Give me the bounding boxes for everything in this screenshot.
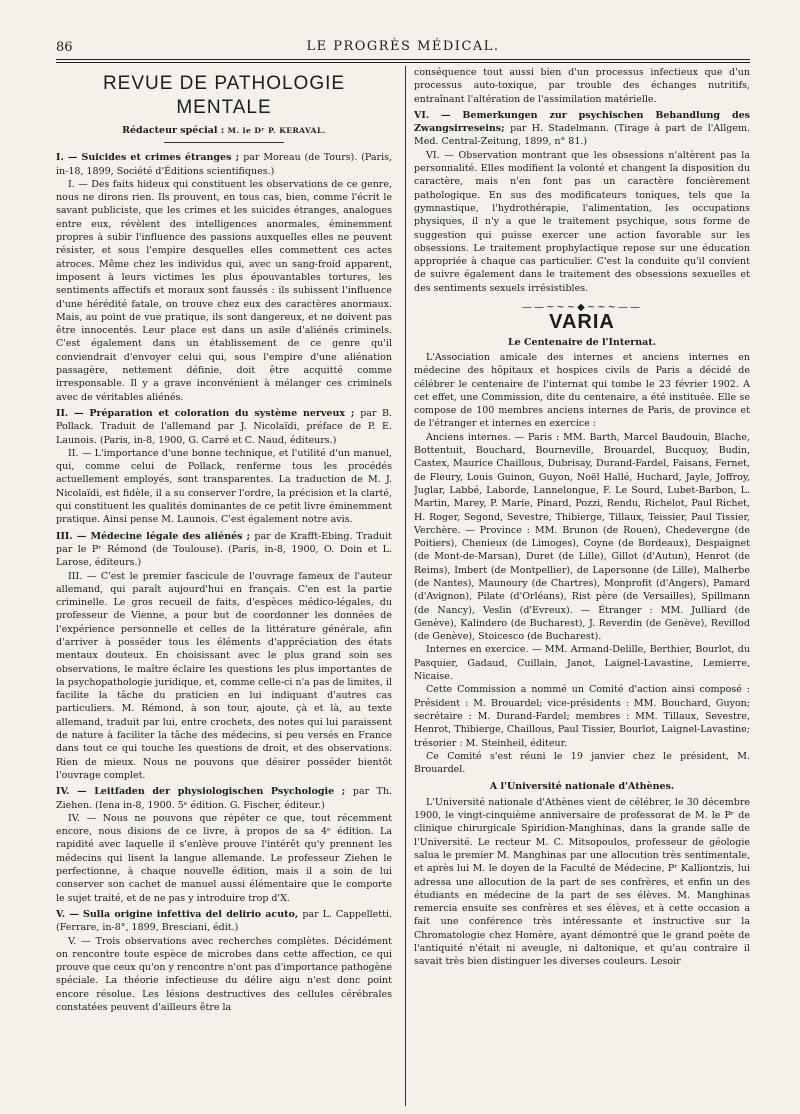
page-number: 86 <box>56 40 73 55</box>
centenaire-heading: Le Centenaire de l'Internat. <box>507 336 657 348</box>
entry-heading-5 <box>56 908 392 935</box>
athenes-paragraph: L'Université nationale d'Athènes vient de célébrer, le 30 décembre 1900, le vingt-cinquième anniversaire de professorat de M. le Pʳ de clinique chirurgicale Spiridion-Manghinas, dans la grande salle de l'Université. Le recteur M. C. Mitsopoulos, professeur de géologie salua le premier M. Manghinas par une allocution très sentimentale, et après lui M. le doyen de la Faculté de Médecine, Pʳ Kalliontzis, lui adressa une allocution de la part de ses confrères, et enfin un des étudiants en médecine de la part de ses élèves. M. Manghinas remercia ensuite ses confrères et ses élèves, et à cette occasion a fait une conférence très intéressante et instructive sur la Chromatologie chez Homère, ayant démontré que le grand poète de l'antiquité n'était ni aveugle, ni daltonique, et qu'au contraire il savait très bien distinguer les diverses couleurs. Lesoir <box>414 796 750 968</box>
entry-heading-1 <box>56 151 392 178</box>
athenes-heading: A l'Université nationale d'Athènes. <box>489 781 675 793</box>
entry-title-3: III. — Médecine légale des aliénés ; <box>56 530 251 542</box>
right-column <box>414 66 750 1106</box>
entry-heading-2 <box>56 407 392 447</box>
entry-heading-3 <box>56 530 392 570</box>
entry-title-6: VI. — Bemerkungen zur psychischen Behandlung des Zwangsirreseins; <box>414 109 750 135</box>
centenaire-members-list: Anciens internes. — Paris : MM. Barth, Marcel Baudouin, Blache, Bottentuit, Bouchard, Bourneville, Brouardel, Bucquoy, Budin, Castex, Maurice Chaillous, Dubrisay, Durand-Fardel, Faisans, Fernet, de Fleury, Louis Guinon, Guyon, Noël Hallé, Huchard, Jayle, Joffroy, Juglar, Labbé, Laborde, Lannelongue, F. Le Sourd, Lubet-Barbon, L. Martin, Marey, P. Marie, Pinard, Pozzi, Rendu, Richelot, Paul Richet, H. Roger, Segond, Sevestre, Thibierge, Tillaux, Teissier, Paul Tissier, Verchère. — Province : MM. Brunon (de Rouen), Chedevergne (de Poitiers), Chenieux (de Limoges), Coyne (de Bordeaux), Despaignet (de Mont-de-Marsan), Duret (de Lille), Gillot (d'Autun), Henrot (de Reims), Imbert (de Montpellier), de Lapersonne (de Lille), Malherbe (de Nantes), Maunoury (de Chartres), Monprofit (d'Angers), Pamard (d'Avignon), Pilate (d'Orléans), Rist père (de Versailles), Spillmann (de Nancy), Veslin (d'Evreux). — Étranger : MM. Julliard (de Genève), Kalindero (de Bucharest), J. Reverdin (de Genève), Revillod (de Genève), Stoicesco (de Bucharest). <box>414 431 750 643</box>
centenaire-internes-list: Internes en exercice. — MM. Armand-Delille, Berthier, Bourlot, du Pasquier, Gadaud, Cuillain, Janot, Laignel-Lavastine, Lemierre, Nicaise. <box>414 644 750 683</box>
varia-title: VARIA <box>549 311 615 334</box>
entry-citation-4: par Th. Ziehen. (Iena in-8, 1900. 5ᵉ édition. G. Fischer, éditeur.) <box>56 786 392 811</box>
entry-body-5: V. — Trois observations avec recherches complètes. Décidément on rencontre toute espèce de microbes dans cette affection, ce qui prouve que ceux qu'on y rencontre n'ont pas d'importance pathogène spéciale. La théorie infectieuse du délire aigu n'est donc point encore résolue. Les lésions destructives des cellules cérébrales constatées peuvent d'ailleurs être la <box>56 935 392 1013</box>
entry-title-2: II. — Préparation et coloration du système nerveux ; <box>56 407 355 419</box>
editor-line <box>56 124 392 137</box>
journal-title: LE PROGRÈS MÉDICAL. <box>306 39 500 54</box>
entry-body-4: IV. — Nous ne pouvons que répéter ce que, tout récemment encore, nous disions de ce livre, à propos de sa 4ᵉ édition. La rapidité avec laquelle il s'enlève prouve l'intérêt qu'y prennent les médecins qui lisent la langue allemande. Le professeur Ziehen le perfectionne, à chaque nouvelle édition, mais il a soin de lui conserver son cachet de manuel aussi élémentaire que le comporte le sujet traité, et de ne pas y introduire trop d'X. <box>56 812 392 904</box>
entry-citation-2: par B. Pollack. Traduit de l'allemand par J. Nicolaïdi, préface de P. E. Launois. (Paris, in-8, 1900, G. Carré et C. Naud, éditeurs.) <box>56 407 392 446</box>
left-column <box>56 66 392 1106</box>
entry-body-2: II. — L'importance d'une bonne technique, et l'utilité d'un manuel, qui, comme celui de Pollack, renferme tous les procédés actuellement employés, sont transparentes. La traduction de M. J. Nicolaïdi, est fidèle, il a su conserver l'ordre, la précision et la clarté, qui constituent les qualités dominantes de ce petit livre éminemment pratique. Ainsi pense M. Launois. C'est également notre avis. <box>56 447 392 526</box>
entry-citation-1: par Moreau (de Tours). (Paris, in-18, 1899, Société d'Éditions scientifiques.) <box>56 152 392 177</box>
editor-prefix: Rédacteur spécial : <box>122 125 225 136</box>
centenaire-comite: Cette Commission a nommé un Comité d'action ainsi composé : Président : M. Brouardel; vice-présidents : MM. Bouchard, Guyon; secrétaire : M. Durand-Fardel; membres : MM. Tillaux, Sevestre, Henrot, Thibierge, Chaillous, Paul Tissier, Bourlot, Laignel-Lavastine; trésorier : M. Steinheil, éditeur. <box>414 684 750 749</box>
centenaire-reunion: Ce Comité s'est réuni le 19 janvier chez le président, M. Brouardel. <box>414 750 750 776</box>
section-title: REVUE DE PATHOLOGIE MENTALE <box>102 73 346 118</box>
editor-name: M. le Dʳ P. KERAVAL. <box>227 126 326 135</box>
title-rule <box>164 142 284 143</box>
header-rule-double <box>56 62 750 63</box>
entry-body-6: VI. — Observation montrant que les obsessions n'altèrent pas la personnalité. Elles modifient la volonté et changent la disposition du caractère, mais n'en font pas un caractère foncièrement pathologique. En sus des modificateurs toniques, tels que la gymnastique, l'hydrothérapie, l'alimentation, les occupations physiques, il n'y a que le traitement psychique, sous forme de suggestion qui puisse exercer une action favorable sur les obsessions. Le traitement prophylactique repose sur une éducation appropriée à chaque cas particulier. C'est la conduite qu'il convient de suivre également dans le traitement des obsessions sexuelles et des sentiments sexuels irrésistibles. <box>414 149 750 294</box>
header-rule <box>56 59 750 60</box>
ornament-divider: ——~~~◆~~~—— <box>522 302 642 314</box>
continuation-text: conséquence tout aussi bien d'un processus infectieux que d'un processus auto-toxique, par trouble des échanges nutritifs, entraînant l'altération de l'assimilation matérielle. <box>414 67 750 105</box>
entry-citation-6: par H. Stadelmann. (Tirage à part de l'Allgem. Med. Central-Zeitung, 1899, n° 81.) <box>414 123 750 148</box>
column-divider <box>405 66 406 1106</box>
entry-body-1: I. — Des faits hideux qui constituent les observations de ce genre, nous ne dirons rien. Ils prouvent, en tous cas, bien, comme l'écrit le savant publiciste, que les crimes et les suicides étranges, analogues entre eux, révèlent des intelligences anormales, éminemment propres à subir l'influence des passions auxquelles elles ne peuvent résister, et sous l'empire desquelles elles commettent ces actes atroces. Même chez les individus qui, avec un sang-froid apparent, imposent à leurs victimes les plus épouvantables tortures, les sentiments affectifs et moraux sont faussés : ils subissent l'influence d'une hérédité fatale, on trouve chez eux des caractères anormaux. Mais, au point de vue pratique, ils sont dangereux, et ne doivent pas être innocentés. Leur place est dans un asile d'aliénés criminels. C'est également dans un établissement de ce genre qu'il conviendrait d'envoyer celui qui, sous l'empire d'une aliénation passagère, nettement définie, doit être acquitté comme irresponsable. Il y a grave inconvénient à mélanger ces criminels avec de véritables aliénés. <box>56 178 392 403</box>
entry-title-4: IV. — Leitfaden der physiologischen Psychologie ; <box>56 786 346 798</box>
running-header <box>56 36 750 58</box>
entry-body-3: III. — C'est le premier fascicule de l'ouvrage fameux de l'auteur allemand, qui paraît aujourd'hui en français. C'en est la partie criminelle. Le gros recueil de faits, d'espèces médico-légales, du professeur de Vienne, a pour but de coordonner les données de l'expérience personnelle et celles de la littérature générale, afin d'arriver à posséder tous les éléments d'appréciation des états mentaux douteux. En choisissant avec le plus grand soin ses observations, le maître éclaire les questions les plus importantes de la psychopathologie juridique, et, comme celle-ci n'a pas de limites, il facilite la tâche du praticien en lui indiquant d'autres cas particuliers. M. Rémond, à son tour, ajoute, çà et là, au texte allemand, traduit par lui, entre crochets, des notes qui lui paraissent de nature à faciliter la tâche des médecins, si peu versés en France dans tout ce qui touche les questions de droit, et des observations. Rien de mieux. Nous ne pouvons que désirer posséder bientôt l'ouvrage complet. <box>56 570 392 781</box>
entry-citation-5: par L. Cappelletti. (Ferrare, in-8°, 1899, Bresciani, édit.) <box>56 908 392 934</box>
entry-heading-6 <box>414 109 750 149</box>
entry-citation-3: par de Krafft-Ebing. Traduit par le Pʳ Rémond (de Toulouse). (Paris, in-8, 1900, O. Doin et L. Larose, éditeurs.) <box>56 530 392 569</box>
entry-heading-4 <box>56 785 392 812</box>
centenaire-paragraph-1: L'Association amicale des internes et anciens internes en médecine des hôpitaux et hospices civils de Paris a décidé de célébrer le centenaire de l'internat qui tombe le 23 février 1902. A cet effet, une Commission, dite du centenaire, a été instituée. Elle se compose de 100 membres anciens internes de Paris, de province et de l'étranger et internes en exercice : <box>414 351 750 430</box>
entry-title-1: I. — Suicides et crimes étranges ; <box>56 152 240 164</box>
entry-title-5: V. — Sulla origine infettiva del delirio acuto, <box>56 908 299 920</box>
